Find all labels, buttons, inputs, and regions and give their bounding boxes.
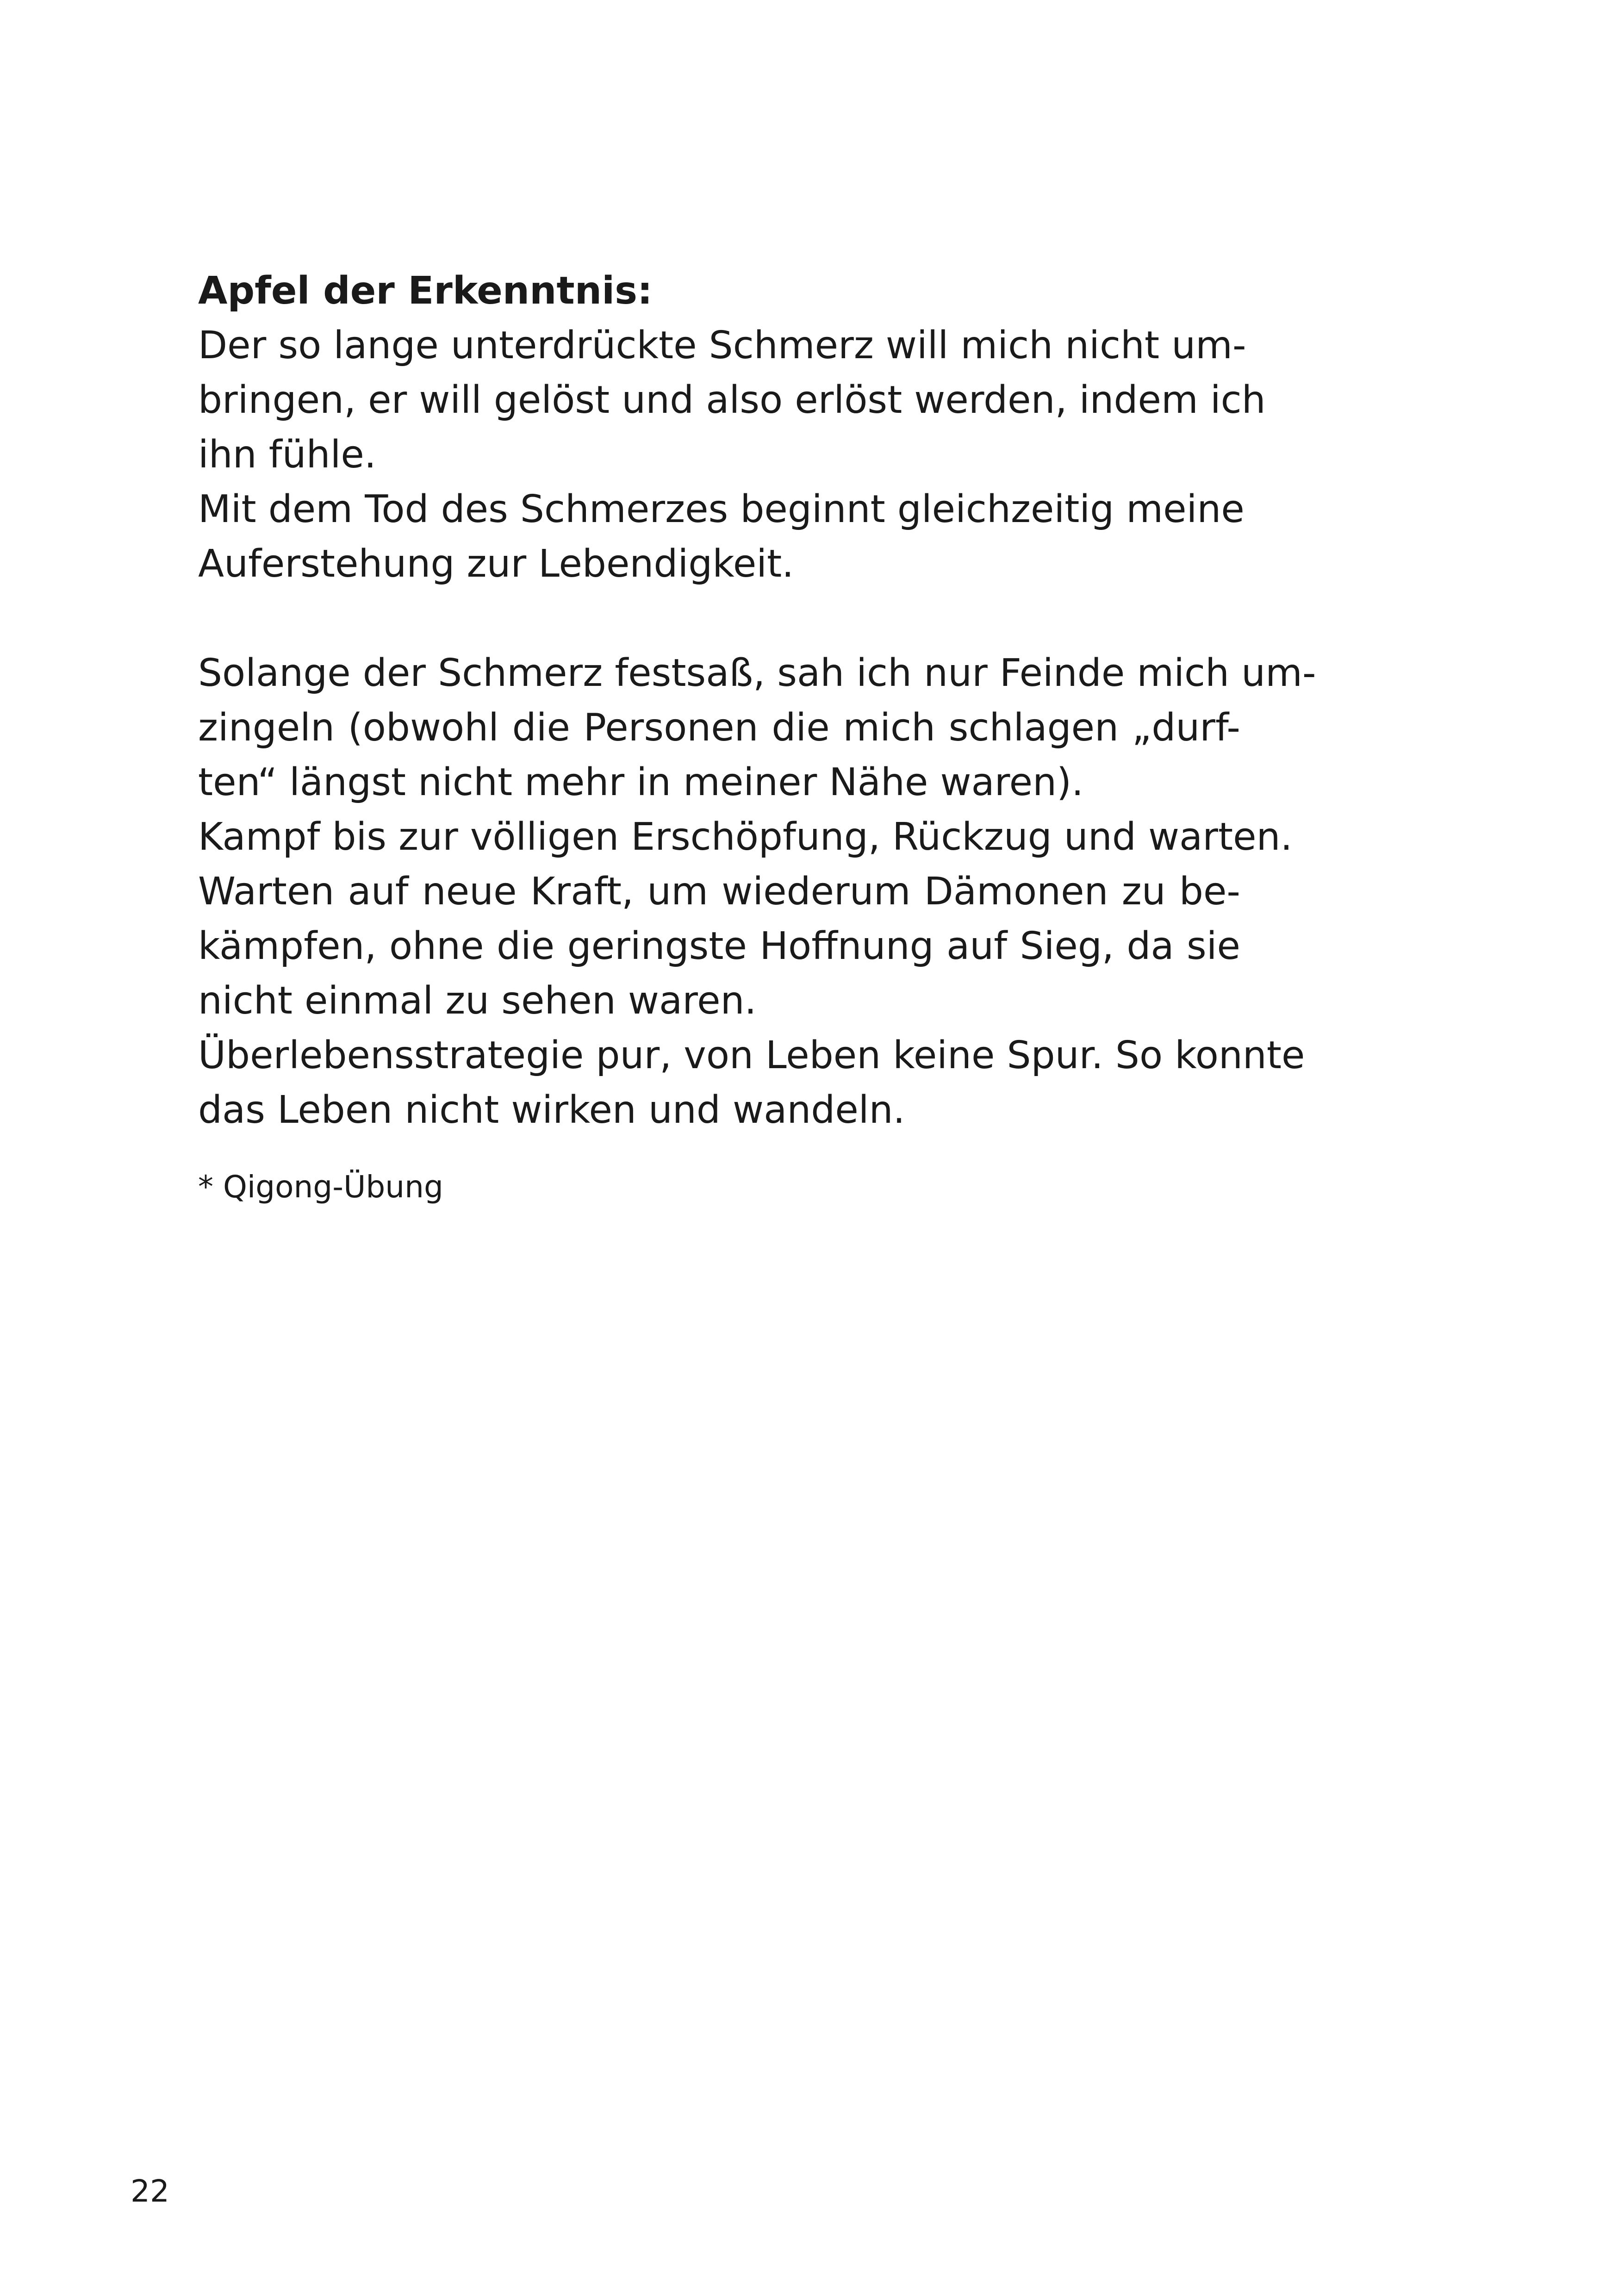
paragraph2-line: das Leben nicht wirken und wandeln. [198,1088,905,1132]
main-text-block [198,264,1316,1138]
paragraph1-line: bringen, er will gelöst und also erlöst werden, indem ich [198,378,1266,422]
paragraph2-line: Kampf bis zur völligen Erschöpfung, Rückzug und warten. [198,815,1293,859]
section-heading: Apfel der Erkenntnis: [198,269,653,313]
footnote: * Qigong-Übung [198,1169,443,1205]
paragraph1-line: Der so lange unterdrückte Schmerz will mich nicht um- [198,324,1246,367]
paragraph2-line: kämpfen, ohne die geringste Hoffnung auf Sieg, da sie [198,924,1240,968]
paragraph1-line: Auferstehung zur Lebendigkeit. [198,542,794,586]
paragraph2-line: Überlebensstrategie pur, von Leben keine Spur. So konnte [198,1033,1305,1077]
paragraph-spacer [198,591,1240,646]
paragraph2-line: nicht einmal zu sehen waren. [198,979,757,1023]
paragraph2-line: ten“ längst nicht mehr in meiner Nähe waren). [198,760,1084,804]
page-number: 22 [131,2173,169,2209]
paragraph2-line: zingeln (obwohl die Personen die mich schlagen „durf- [198,706,1240,750]
paragraph2-line: Warten auf neue Kraft, um wiederum Dämonen zu be- [198,870,1240,914]
paragraph1-line: ihn fühle. [198,433,376,477]
paragraph2-line: Solange der Schmerz festsaß, sah ich nur Feinde mich um- [198,651,1316,695]
paragraph1-line: Mit dem Tod des Schmerzes beginnt gleichzeitig meine [198,487,1245,531]
